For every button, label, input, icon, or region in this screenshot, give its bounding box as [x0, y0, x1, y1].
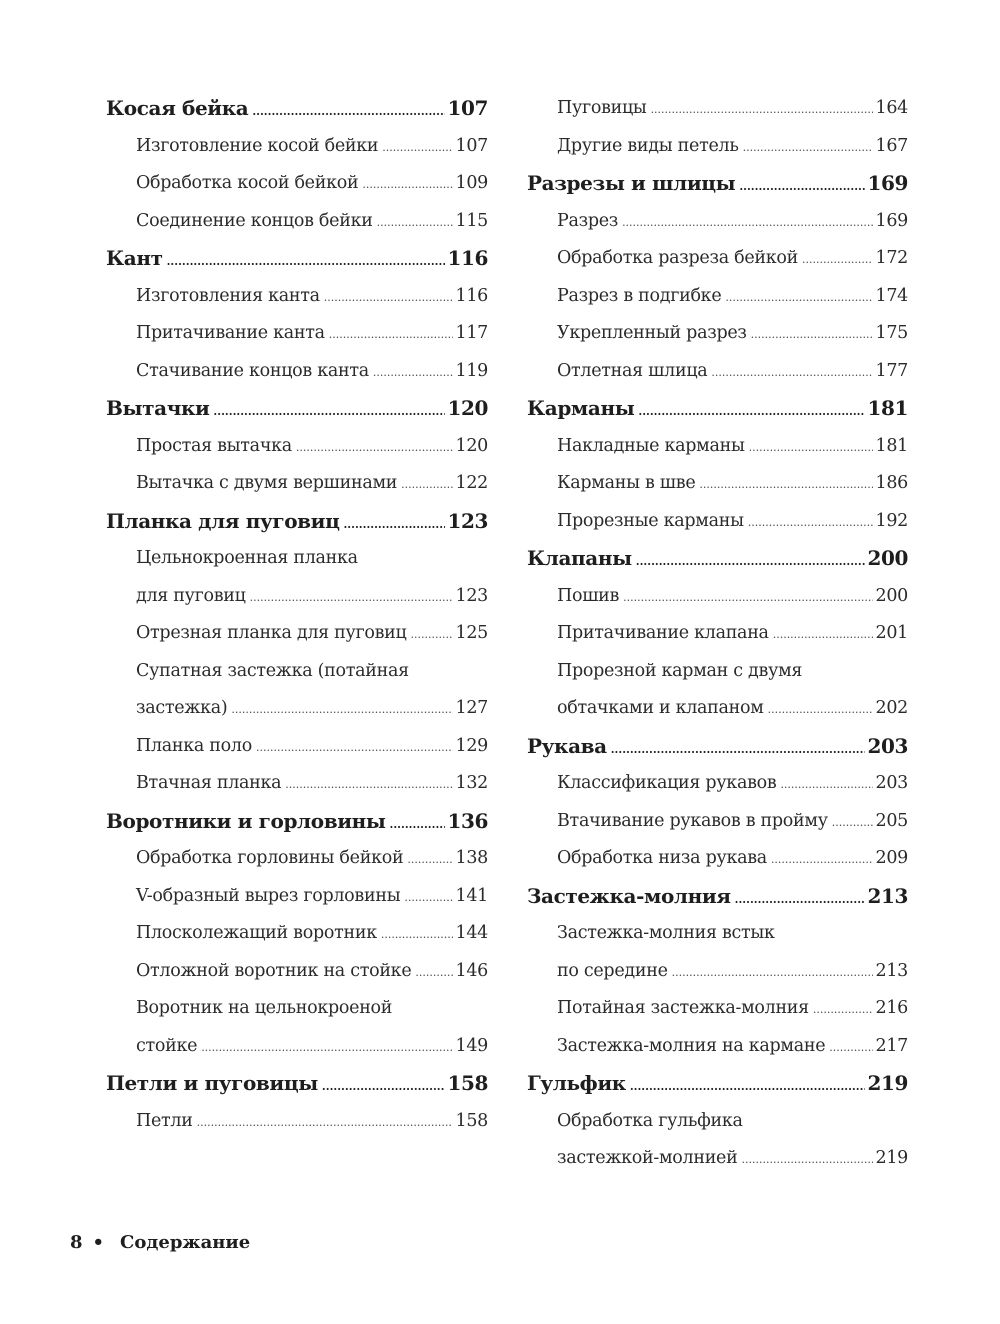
toc-section-entry[interactable]	[527, 465, 908, 503]
toc-section-entry[interactable]	[106, 353, 488, 391]
toc-entry-title: Плосколежащий воротник	[136, 923, 377, 943]
toc-section-entry[interactable]	[106, 203, 488, 241]
toc-page-number: 203	[875, 773, 908, 793]
toc-dot-leader	[381, 924, 454, 946]
toc-entry-title: Разрез в подгибке	[557, 285, 722, 306]
toc-section-entry[interactable]	[106, 578, 488, 616]
toc-page-number: 115	[455, 210, 488, 231]
toc-page-number: 149	[455, 1035, 488, 1056]
toc-entry-title: Цельнокроенная планка	[136, 548, 358, 568]
toc-page-number: 109	[455, 173, 488, 193]
toc-page-number: 125	[455, 623, 488, 643]
toc-page-number: 174	[875, 285, 908, 306]
toc-right-column	[527, 90, 908, 1178]
toc-section-entry[interactable]	[106, 915, 488, 953]
toc-section-entry[interactable]	[527, 240, 908, 278]
toc-dot-leader	[167, 251, 446, 273]
toc-page-number: 127	[455, 698, 488, 718]
toc-dot-leader	[636, 551, 866, 573]
toc-entry-title: Изготовление косой бейки	[136, 135, 379, 156]
toc-section-entry[interactable]	[527, 1103, 908, 1141]
toc-section-entry[interactable]	[106, 1103, 488, 1141]
toc-section-entry[interactable]	[527, 765, 908, 803]
toc-dot-leader	[711, 362, 873, 384]
toc-page-number: 138	[455, 848, 488, 868]
toc-section-entry[interactable]	[106, 653, 488, 691]
toc-chapter-entry[interactable]	[106, 240, 488, 278]
toc-dot-leader	[630, 1076, 866, 1098]
toc-page-number: 120	[455, 435, 488, 456]
toc-page-number: 132	[455, 773, 488, 793]
toc-dot-leader	[741, 1149, 873, 1171]
toc-page-number: 217	[875, 1035, 908, 1056]
toc-page-number: 175	[875, 323, 908, 343]
toc-chapter-entry[interactable]	[527, 540, 908, 578]
toc-chapter-entry[interactable]	[106, 803, 488, 841]
toc-entry-title: Укрепленный разрез	[557, 323, 747, 343]
toc-dot-leader	[401, 474, 453, 496]
toc-dot-leader	[213, 401, 445, 423]
toc-page-number: 181	[867, 396, 908, 420]
toc-entry-title: Обработка разреза бейкой	[557, 248, 798, 268]
toc-dot-leader	[252, 101, 445, 123]
toc-page-number: 164	[875, 98, 908, 118]
toc-dot-leader	[768, 699, 874, 721]
toc-entry-title: Планка для пуговиц	[106, 508, 340, 533]
toc-page-number: 116	[447, 246, 488, 270]
toc-dot-leader	[343, 514, 445, 536]
toc-entry-title: Притачивание клапана	[557, 623, 769, 643]
toc-page-number: 219	[867, 1071, 908, 1095]
toc-page-number: 169	[867, 171, 908, 195]
toc-entry-title: Вытачка с двумя вершинами	[136, 473, 398, 493]
toc-page-number: 136	[447, 808, 488, 833]
toc-dot-leader	[651, 99, 874, 121]
toc-entry-title: по середине	[557, 960, 668, 981]
toc-entry-title: Карманы	[527, 396, 635, 420]
toc-page-number: 201	[875, 623, 908, 643]
toc-entry-title: Отрезная планка для пуговиц	[136, 623, 407, 643]
toc-page-number: 169	[875, 210, 908, 231]
toc-entry-title: стойке	[136, 1035, 198, 1056]
toc-dot-leader	[780, 774, 873, 796]
toc-entry-title: Накладные карманы	[557, 435, 745, 456]
toc-entry-title: Супатная застежка (потайная	[136, 660, 409, 681]
toc-entry-title: Гульфик	[527, 1071, 626, 1095]
toc-section-entry[interactable]	[527, 915, 908, 953]
toc-section-entry[interactable]	[106, 990, 488, 1028]
toc-page-number: 213	[875, 960, 908, 981]
toc-page-number: 158	[455, 1110, 488, 1131]
toc-section-entry[interactable]	[527, 840, 908, 878]
toc-entry-title: Петли	[136, 1110, 193, 1131]
toc-entry-title: Обработка косой бейкой	[136, 173, 359, 193]
toc-entry-title: Клапаны	[527, 546, 632, 570]
toc-section-entry[interactable]	[527, 990, 908, 1028]
toc-entry-title: Прорезные карманы	[557, 510, 744, 531]
toc-entry-title: Вытачки	[106, 396, 210, 420]
toc-section-entry[interactable]	[106, 128, 488, 166]
toc-section-entry[interactable]	[106, 690, 488, 728]
toc-entry-title: Кант	[106, 246, 163, 270]
toc-dot-leader	[638, 401, 865, 423]
footer-bullet: •	[92, 1232, 105, 1253]
toc-dot-leader	[410, 624, 453, 646]
toc-entry-title: Застежка-молния	[527, 883, 731, 908]
toc-dot-leader	[404, 887, 453, 909]
page-number: 8	[70, 1232, 83, 1253]
toc-dot-leader	[622, 212, 873, 234]
toc-section-entry[interactable]	[527, 690, 908, 728]
toc-entry-title: Притачивание канта	[136, 323, 325, 343]
toc-dot-leader	[832, 812, 874, 834]
toc-section-entry[interactable]	[106, 615, 488, 653]
toc-dot-leader	[250, 587, 454, 609]
toc-page-number: 203	[867, 733, 908, 758]
toc-dot-leader	[231, 699, 453, 721]
section-title: Содержание	[120, 1232, 251, 1253]
toc-entry-title: Изготовления канта	[136, 285, 320, 306]
toc-page-number: 200	[867, 546, 908, 570]
toc-section-entry[interactable]	[106, 765, 488, 803]
toc-section-entry[interactable]	[106, 465, 488, 503]
toc-chapter-entry[interactable]	[106, 503, 488, 541]
toc-entry-title: Обработка горловины бейкой	[136, 848, 404, 868]
toc-section-entry[interactable]	[527, 428, 908, 466]
toc-page-number: 129	[455, 735, 488, 756]
toc-entry-title: Обработка низа рукава	[557, 848, 767, 868]
toc-dot-leader	[623, 587, 873, 609]
toc-page-number: 116	[455, 285, 488, 306]
toc-page-number: 146	[455, 960, 488, 981]
toc-dot-leader	[415, 962, 453, 984]
toc-entry-title: Другие виды петель	[557, 135, 739, 156]
toc-chapter-entry[interactable]	[106, 90, 488, 128]
toc-chapter-entry[interactable]	[527, 1065, 908, 1103]
toc-section-entry[interactable]	[527, 1028, 908, 1066]
toc-page-number: 123	[455, 585, 488, 606]
toc-chapter-entry[interactable]	[106, 390, 488, 428]
toc-dot-leader	[751, 324, 874, 346]
toc-dot-leader	[672, 962, 874, 984]
toc-page-number: 181	[875, 435, 908, 456]
toc-chapter-entry[interactable]	[527, 728, 908, 766]
toc-dot-leader	[725, 287, 873, 309]
toc-entry-title: обтачками и клапаном	[557, 698, 764, 718]
toc-dot-leader	[829, 1037, 873, 1059]
toc-entry-title: Втачивание рукавов в пройму	[557, 810, 828, 831]
toc-dot-leader	[802, 249, 874, 271]
toc-entry-title: Разрезы и шлицы	[527, 171, 736, 195]
toc-section-entry[interactable]	[527, 803, 908, 841]
toc-dot-leader	[285, 774, 453, 796]
toc-dot-leader	[611, 739, 866, 761]
toc-section-entry[interactable]	[527, 653, 908, 691]
toc-entry-title: застежкой-молнией	[557, 1148, 738, 1168]
toc-page-number: 107	[447, 96, 488, 120]
toc-section-entry[interactable]	[106, 840, 488, 878]
toc-section-entry[interactable]	[527, 953, 908, 991]
toc-page-number: 120	[447, 396, 488, 420]
toc-dot-leader	[748, 512, 874, 534]
toc-entry-title: Планка поло	[136, 735, 252, 756]
toc-entry-title: застежка)	[136, 698, 228, 718]
toc-entry-title: V-образный вырез горловины	[136, 885, 401, 906]
toc-entry-title: Застежка-молния на кармане	[557, 1035, 826, 1056]
toc-section-entry[interactable]	[106, 540, 488, 578]
toc-section-entry[interactable]	[106, 878, 488, 916]
toc-dot-leader	[390, 814, 446, 836]
toc-dot-leader	[201, 1037, 453, 1059]
toc-dot-leader	[324, 287, 454, 309]
toc-page-number: 202	[875, 698, 908, 718]
page-footer	[70, 1232, 250, 1253]
toc-section-entry[interactable]	[527, 503, 908, 541]
toc-section-entry[interactable]	[106, 165, 488, 203]
toc-page-number: 117	[455, 323, 488, 343]
toc-page-number: 205	[875, 810, 908, 831]
toc-dot-leader	[699, 474, 873, 496]
toc-chapter-entry[interactable]	[527, 878, 908, 916]
toc-dot-leader	[256, 737, 454, 759]
toc-dot-leader	[362, 174, 453, 196]
toc-section-entry[interactable]	[527, 90, 908, 128]
toc-entry-title: Простая вытачка	[136, 435, 292, 456]
toc-dot-leader	[407, 849, 453, 871]
toc-section-entry[interactable]	[527, 278, 908, 316]
toc-dot-leader	[296, 437, 454, 459]
toc-page-number: 213	[867, 883, 908, 908]
toc-page-number: 158	[447, 1071, 488, 1095]
toc-section-entry[interactable]	[106, 278, 488, 316]
toc-section-entry[interactable]	[527, 615, 908, 653]
toc-dot-leader	[329, 324, 454, 346]
toc-entry-title: для пуговиц	[136, 585, 246, 606]
toc-dot-leader	[739, 176, 865, 198]
toc-entry-title: Стачивание концов канта	[136, 360, 369, 381]
toc-page-number: 186	[875, 473, 908, 493]
toc-page-number: 141	[455, 885, 488, 906]
toc-dot-leader	[377, 212, 454, 234]
toc-section-entry[interactable]	[106, 428, 488, 466]
toc-entry-title: Соединение концов бейки	[136, 210, 373, 231]
toc-section-entry[interactable]	[527, 315, 908, 353]
toc-entry-title: Втачная планка	[136, 773, 282, 793]
toc-section-entry[interactable]	[527, 353, 908, 391]
toc-entry-title: Воротник на цельнокроеной	[136, 998, 393, 1018]
toc-entry-title: Прорезной карман с двумя	[557, 660, 803, 681]
toc-page-number: 122	[455, 473, 488, 493]
toc-entry-title: Рукава	[527, 733, 607, 758]
toc-dot-leader	[322, 1076, 446, 1098]
toc-entry-title: Косая бейка	[106, 96, 249, 120]
toc-dot-leader	[813, 999, 874, 1021]
toc-chapter-entry[interactable]	[527, 390, 908, 428]
toc-entry-title: Отлетная шлица	[557, 360, 708, 381]
toc-page-number: 192	[875, 510, 908, 531]
toc-page-number: 177	[875, 360, 908, 381]
toc-section-entry[interactable]	[106, 728, 488, 766]
toc-section-entry[interactable]	[527, 1140, 908, 1178]
toc-dot-leader	[382, 137, 453, 159]
toc-entry-title: Карманы в шве	[557, 473, 696, 493]
toc-section-entry[interactable]	[106, 1028, 488, 1066]
toc-entry-title: Разрез	[557, 210, 619, 231]
toc-entry-title: Петли и пуговицы	[106, 1071, 318, 1095]
toc-section-entry[interactable]	[527, 128, 908, 166]
toc-page-number: 209	[875, 848, 908, 868]
toc-section-entry[interactable]	[527, 203, 908, 241]
toc-dot-leader	[773, 624, 874, 646]
toc-dot-leader	[771, 849, 874, 871]
toc-page-number: 144	[455, 923, 488, 943]
toc-page-number: 216	[875, 998, 908, 1018]
toc-entry-title: Воротники и горловины	[106, 808, 386, 833]
toc-page-number: 123	[447, 508, 488, 533]
toc-entry-title: Застежка-молния встык	[557, 923, 775, 943]
toc-page-number: 119	[455, 360, 488, 381]
toc-page-number: 219	[875, 1148, 908, 1168]
toc-page-number: 172	[875, 248, 908, 268]
toc-entry-title: Классификация рукавов	[557, 773, 777, 793]
toc-entry-title: Пошив	[557, 585, 620, 606]
toc-page-number: 107	[455, 135, 488, 156]
toc-section-entry[interactable]	[106, 953, 488, 991]
toc-dot-leader	[749, 437, 874, 459]
toc-dot-leader	[735, 889, 866, 911]
toc-page-number: 167	[875, 135, 908, 156]
toc-dot-leader	[373, 362, 454, 384]
toc-entry-title: Пуговицы	[557, 98, 647, 118]
toc-dot-leader	[743, 137, 874, 159]
toc-page-number: 200	[875, 585, 908, 606]
toc-chapter-entry[interactable]	[106, 1065, 488, 1103]
toc-chapter-entry[interactable]	[527, 165, 908, 203]
toc-dot-leader	[197, 1112, 454, 1134]
toc-section-entry[interactable]	[106, 315, 488, 353]
toc-entry-title: Обработка гульфика	[557, 1110, 743, 1131]
toc-entry-title: Потайная застежка-молния	[557, 998, 809, 1018]
toc-left-column	[106, 90, 488, 1140]
toc-entry-title: Отложной воротник на стойке	[136, 960, 412, 981]
toc-section-entry[interactable]	[527, 578, 908, 616]
